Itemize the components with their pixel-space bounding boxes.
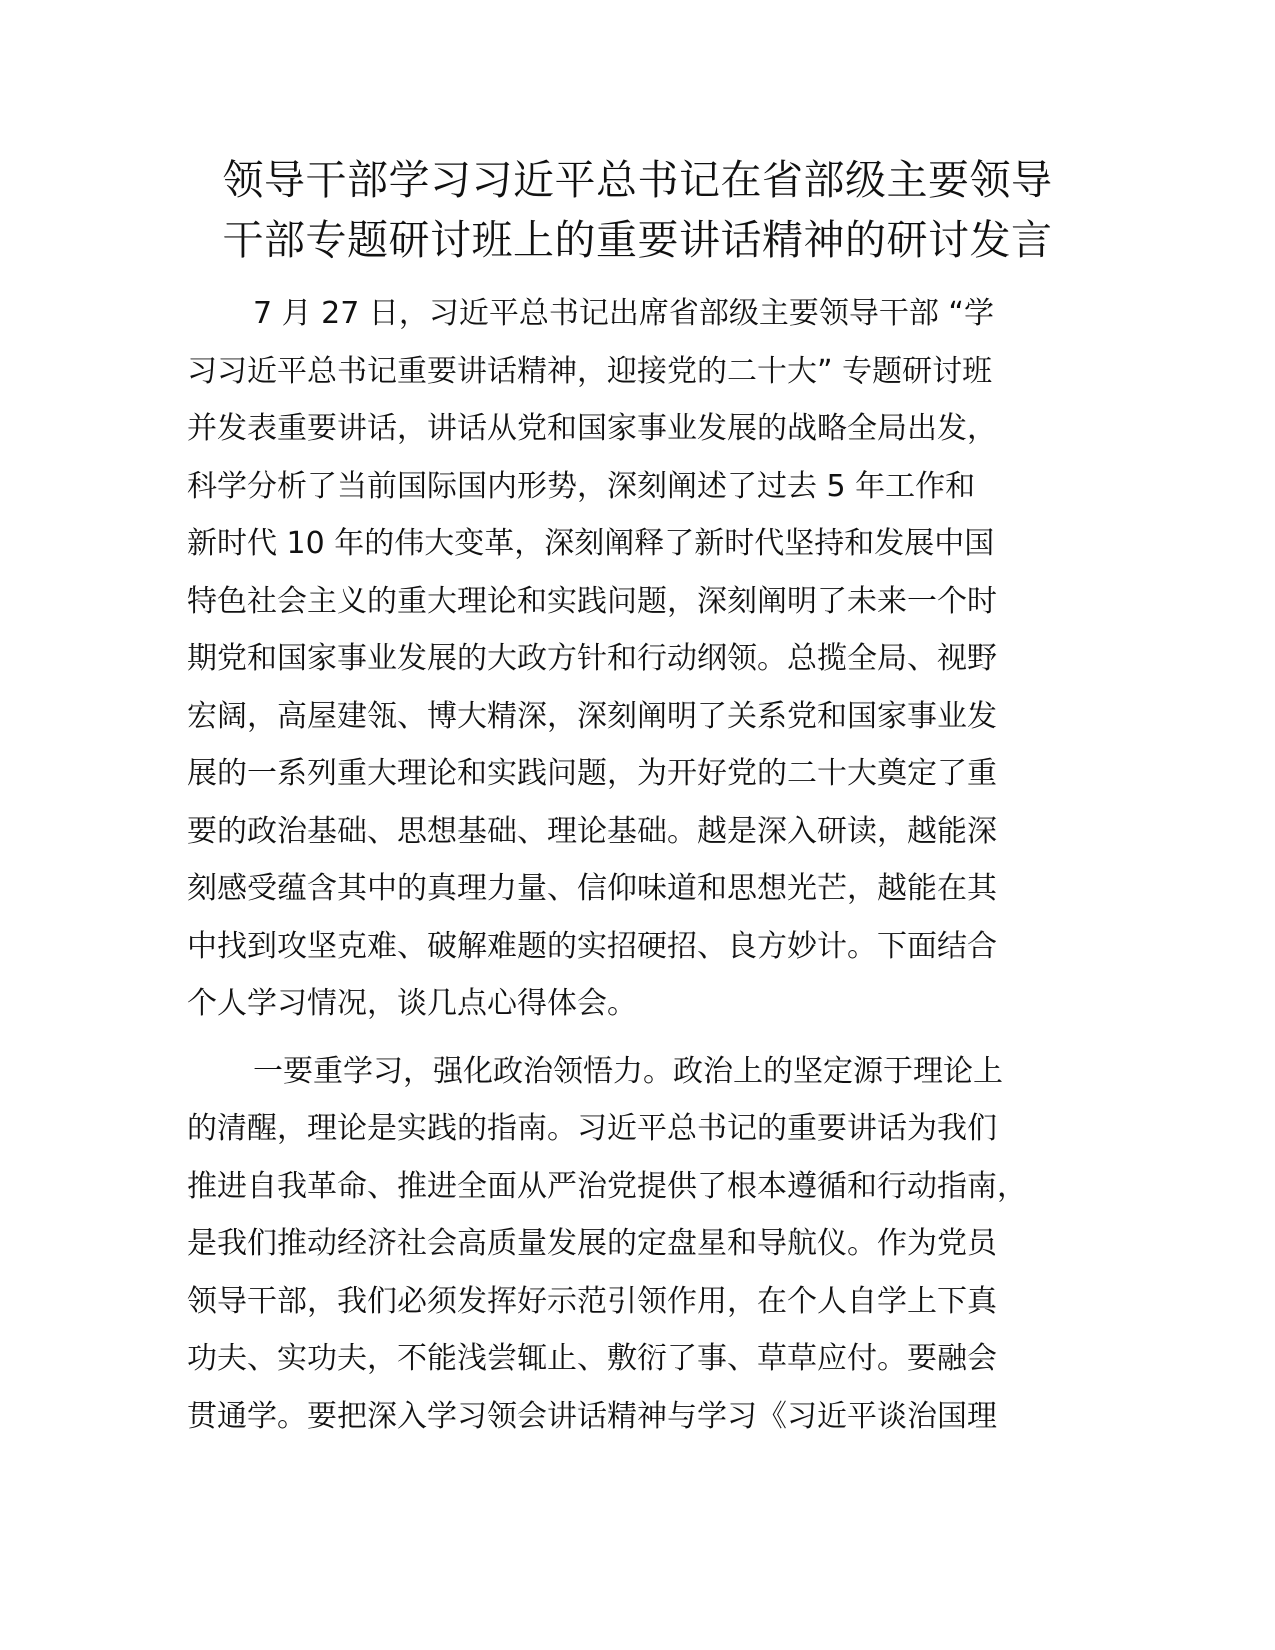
paragraph-1	[187, 285, 1087, 1033]
text-line: 7 月 27 日，习近平总书记出席省部级主要领导干部 “学	[253, 296, 994, 331]
text-line: 新时代 10 年的伟大变革，深刻阐释了新时代坚持和发展中国	[187, 526, 995, 561]
text-line: 推进自我革命、推进全面从严治党提供了根本遵循和行动指南，	[187, 1168, 1027, 1204]
title-line-1: 领导干部学习习近平总书记在省部级主要领导	[222, 156, 1053, 204]
title-line-2: 干部专题研讨班上的重要讲话精神的研讨发言	[222, 216, 1053, 264]
text-line: 刻感受蕴含其中的真理力量、信仰味道和思想光芒，越能在其	[187, 871, 997, 906]
text-line: 领导干部，我们必须发挥好示范引领作用，在个人自学上下真	[187, 1283, 997, 1319]
text-line: 并发表重要讲话，讲话从党和国家事业发展的战略全局出发，	[187, 411, 997, 446]
text-line: 期党和国家事业发展的大政方针和行动纲领。总揽全局、视野	[187, 641, 997, 676]
paragraph-2	[187, 1043, 1087, 1446]
text-line: 是我们推动经济社会高质量发展的定盘星和导航仪。作为党员	[187, 1226, 997, 1261]
text-line: 科学分析了当前国际国内形势，深刻阐述了过去 5 年工作和	[187, 468, 976, 504]
text-line: 要的政治基础、思想基础、理论基础。越是深入研读，越能深	[187, 813, 997, 849]
text-line: 展的一系列重大理论和实践问题，为开好党的二十大奠定了重	[187, 756, 997, 791]
text-line: 贯通学。要把深入学习领会讲话精神与学习《习近平谈治国理	[187, 1398, 997, 1434]
paragraph-spacer	[187, 1033, 1087, 1043]
text-line: 功夫、实功夫，不能浅尝辄止、敷衍了事、草草应付。要融会	[187, 1341, 997, 1376]
text-line: 习习近平总书记重要讲话精神，迎接党的二十大” 专题研讨班	[187, 353, 993, 389]
text-line: 的清醒，理论是实践的指南。习近平总书记的重要讲话为我们	[187, 1111, 997, 1146]
document-title	[150, 150, 1125, 270]
text-line: 个人学习情况，谈几点心得体会。	[187, 986, 637, 1021]
text-line: 一要重学习，强化政治领悟力。政治上的坚定源于理论上	[253, 1053, 1003, 1089]
document-body	[187, 285, 1087, 1445]
text-line: 中找到攻坚克难、破解难题的实招硬招、良方妙计。下面结合	[187, 928, 997, 964]
text-line: 特色社会主义的重大理论和实践问题，深刻阐明了未来一个时	[187, 583, 997, 619]
text-line: 宏阔，高屋建瓴、博大精深，深刻阐明了关系党和国家事业发	[187, 698, 997, 734]
